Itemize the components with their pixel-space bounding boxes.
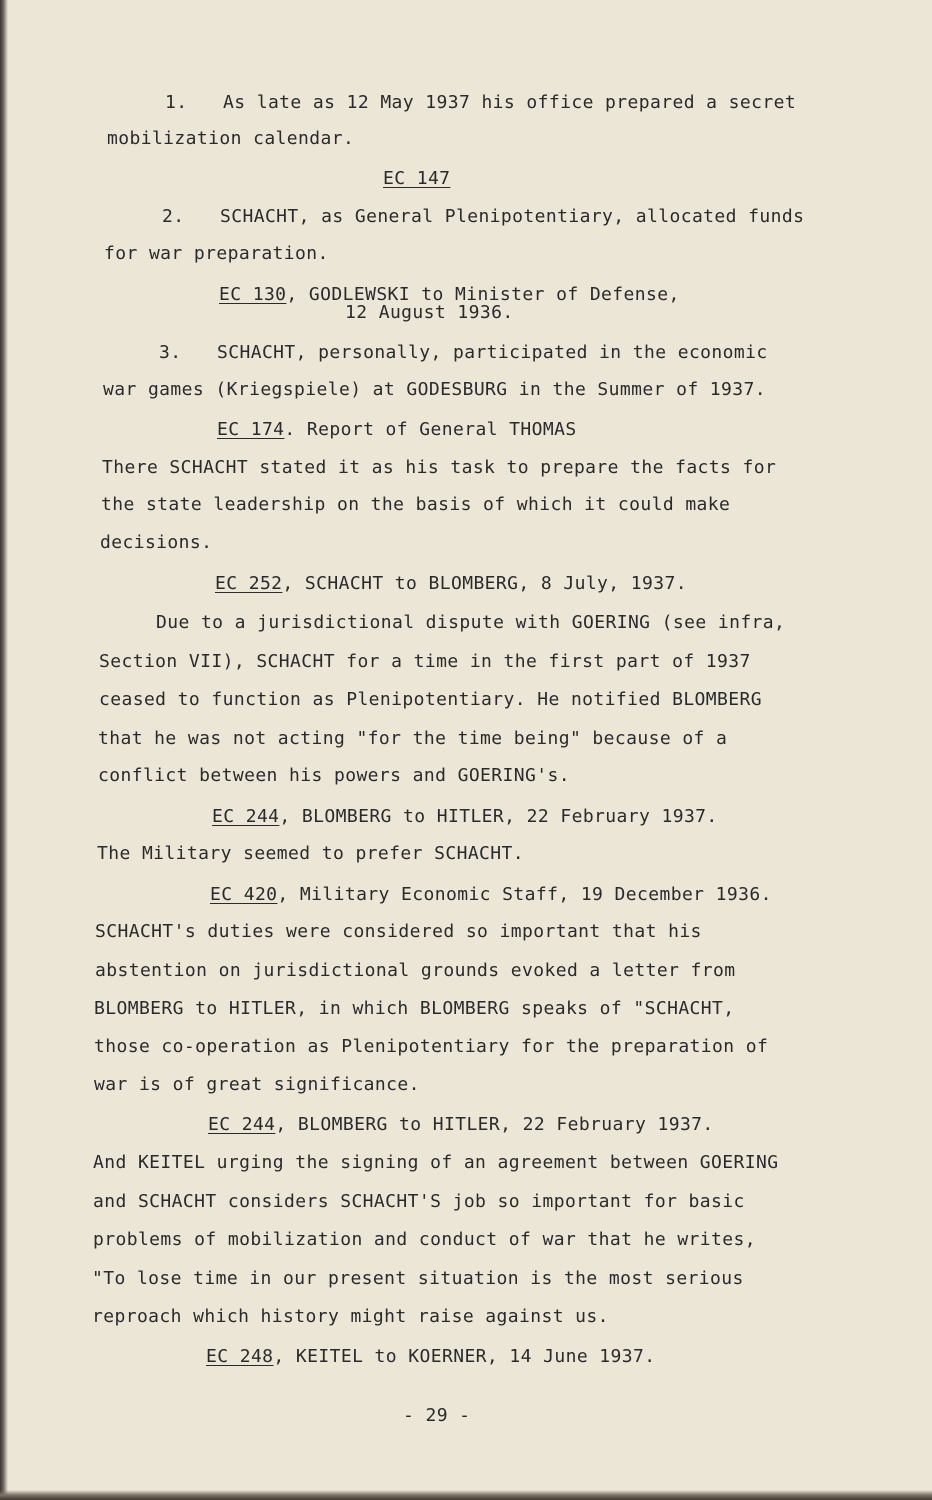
citation-ec-244-a: EC 244, BLOMBERG to HITLER, 22 February 1937. xyxy=(212,806,718,827)
item-1-line-2: mobilization calendar. xyxy=(107,128,355,149)
citation-ec-147: EC 147 xyxy=(383,168,451,189)
para-thomas-line-1: There SCHACHT stated it as his task to prepare the facts for xyxy=(102,457,777,478)
citation-ec-130: EC 130, GODLEWSKI to Minister of Defense, xyxy=(219,284,680,305)
citation-ec-252: EC 252, SCHACHT to BLOMBERG, 8 July, 1937. xyxy=(215,573,687,594)
item-2-line-1: 2. SCHACHT, as General Plenipotentiary, allocated funds xyxy=(162,206,805,227)
citation-ec-420: EC 420, Military Economic Staff, 19 December 1936. xyxy=(210,884,772,905)
para-duties-line-1: SCHACHT's duties were considered so important that his xyxy=(95,921,702,942)
page-left-edge xyxy=(0,0,8,1500)
page-bottom-edge xyxy=(0,1490,932,1500)
para-keitel-line-4: "To lose time in our present situation is the most serious xyxy=(92,1268,744,1289)
para-dispute-line-4: that he was not acting "for the time being" because of a xyxy=(98,728,728,749)
para-keitel-line-3: problems of mobilization and conduct of war that he writes, xyxy=(93,1229,756,1250)
para-duties-line-3: BLOMBERG to HITLER, in which BLOMBERG speaks of "SCHACHT, xyxy=(94,998,735,1019)
para-duties-line-5: war is of great significance. xyxy=(94,1074,420,1095)
para-dispute-line-2: Section VII), SCHACHT for a time in the first part of 1937 xyxy=(99,651,751,672)
item-1-line-1: 1. As late as 12 May 1937 his office prepared a secret xyxy=(165,92,797,113)
citation-ec-130-date: 12 August 1936. xyxy=(345,302,514,323)
para-keitel-line-2: and SCHACHT considers SCHACHT'S job so important for basic xyxy=(93,1191,745,1212)
para-dispute-line-5: conflict between his powers and GOERING's. xyxy=(98,765,570,786)
page-number: - 29 - xyxy=(403,1405,471,1426)
item-3-line-2: war games (Kriegspiele) at GODESBURG in the Summer of 1937. xyxy=(103,379,766,400)
para-dispute-line-3: ceased to function as Plenipotentiary. He notified BLOMBERG xyxy=(99,689,762,710)
para-duties-line-2: abstention on jurisdictional grounds evoked a letter from xyxy=(95,960,736,981)
para-duties-line-4: those co-operation as Plenipotentiary for the preparation of xyxy=(94,1036,769,1057)
item-3-line-1: 3. SCHACHT, personally, participated in the economic xyxy=(159,342,768,363)
para-keitel-line-1: And KEITEL urging the signing of an agreement between GOERING xyxy=(93,1152,779,1173)
para-keitel-line-5: reproach which history might raise against us. xyxy=(92,1306,609,1327)
para-thomas-line-3: decisions. xyxy=(100,532,213,553)
para-dispute-line-1: Due to a jurisdictional dispute with GOERING (see infra, xyxy=(156,612,786,633)
item-2-line-2: for war preparation. xyxy=(104,243,329,264)
citation-ec-174: EC 174. Report of General THOMAS xyxy=(217,419,577,440)
para-thomas-line-2: the state leadership on the basis of which it could make xyxy=(101,494,731,515)
para-military: The Military seemed to prefer SCHACHT. xyxy=(97,843,525,864)
citation-ec-248: EC 248, KEITEL to KOERNER, 14 June 1937. xyxy=(206,1346,656,1367)
citation-ec-244-b: EC 244, BLOMBERG to HITLER, 22 February 1937. xyxy=(208,1114,714,1135)
